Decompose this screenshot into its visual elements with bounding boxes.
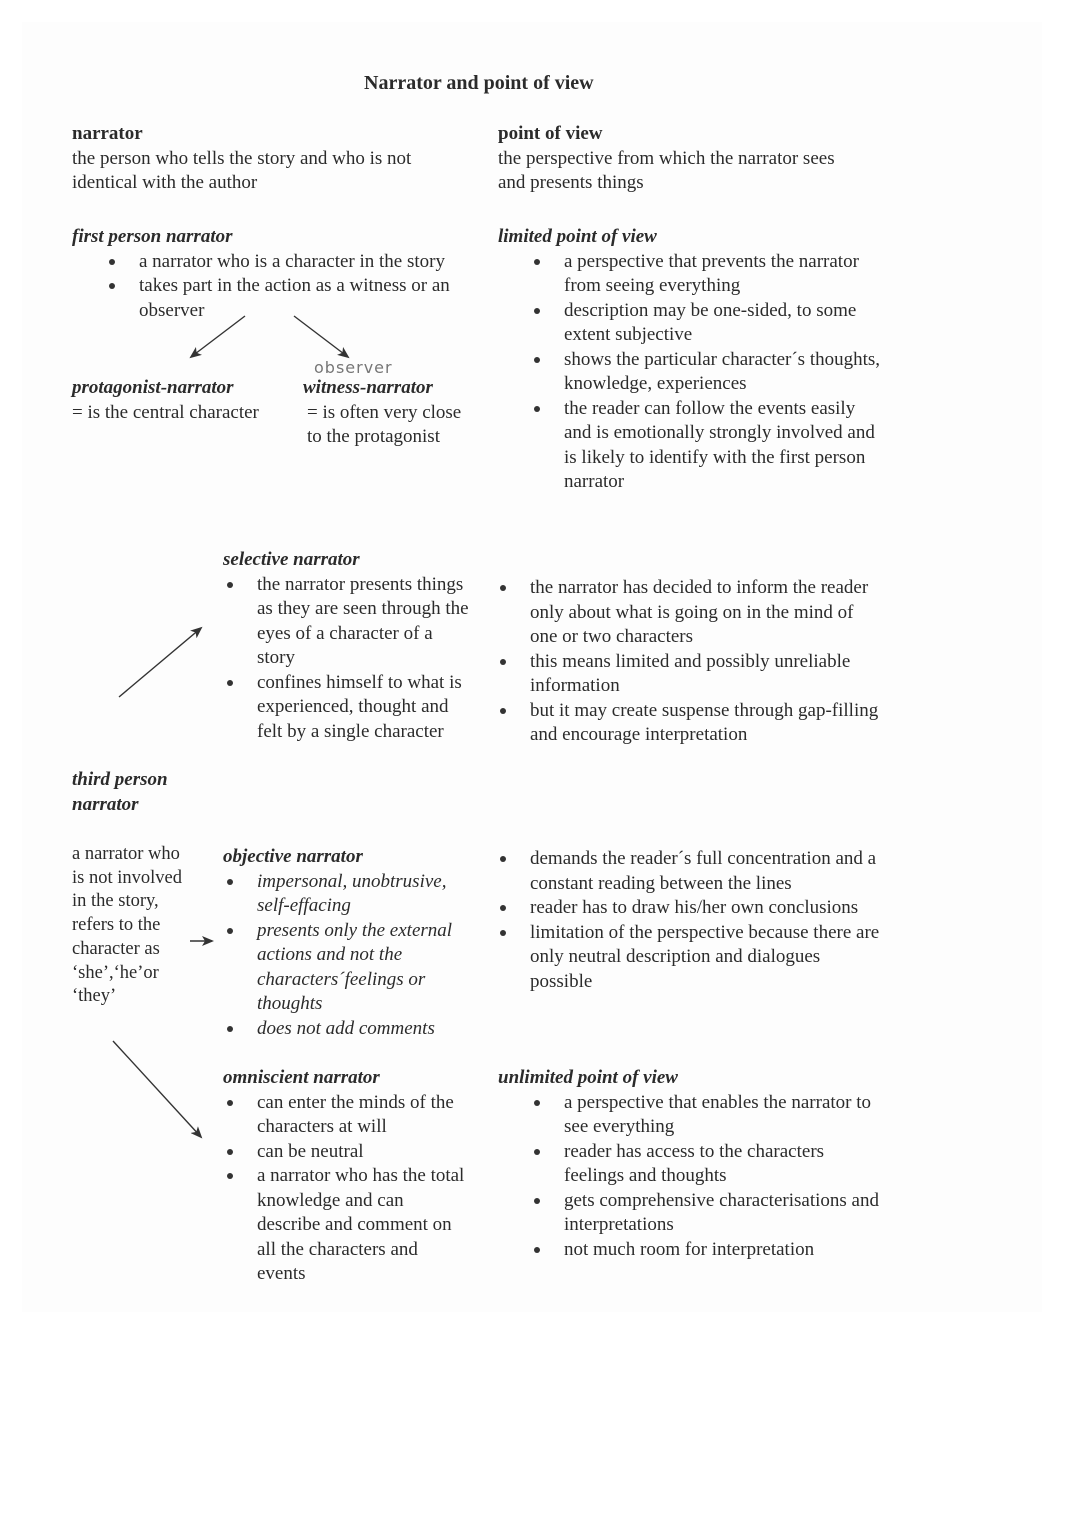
bullet-line: possible (530, 970, 593, 992)
bullet-line: and encourage interpretation (530, 724, 748, 745)
bullet-line: only about what is going on in the mind of (530, 601, 854, 623)
text-line: a narrator who (72, 844, 180, 864)
text-line: and presents things (498, 172, 644, 193)
text-line: third person (72, 769, 168, 790)
bullet-line: thoughts (257, 993, 323, 1014)
bullet-line: all the characters and (257, 1238, 418, 1260)
bullet-line: only neutral description and dialogues (530, 946, 821, 967)
bullet-line: events (257, 1263, 306, 1284)
text-line: in the story, (72, 891, 159, 912)
limited-pov-heading: limited point of view (498, 226, 657, 247)
text-line: narrator (72, 793, 139, 815)
objective-heading: objective narrator (223, 846, 363, 867)
bullet-line: experienced, thought and (257, 696, 449, 717)
bullet-line: knowledge and can (257, 1189, 404, 1211)
bullet-line: narrator (564, 471, 625, 492)
bullet-line: extent subjective (564, 324, 693, 345)
unlimited-pov-heading: unlimited point of view (498, 1067, 678, 1088)
bullet-line: observer (139, 299, 205, 321)
arrow-to-omniscient (113, 1041, 201, 1137)
arrow-to-witness (294, 316, 348, 357)
text-line: identical with the author (72, 172, 258, 193)
first-person-heading: first person narrator (72, 226, 233, 247)
pov-heading: point of view (498, 123, 603, 144)
bullet-line: the narrator presents things (257, 573, 464, 595)
bullet-line: see everything (564, 1116, 675, 1137)
bullet-line: information (530, 675, 620, 696)
bullet-line: knowledge, experiences (564, 373, 747, 394)
bullet-line: one or two characters (530, 626, 694, 647)
text-line: the person who tells the story and who is not (72, 147, 412, 169)
text-line: = is the central character (72, 401, 259, 423)
bullet-line: reader has to draw his/her own conclusions (530, 897, 859, 918)
bullet-line: actions and not the (257, 944, 403, 965)
omniscient-heading: omniscient narrator (223, 1067, 380, 1088)
bullet-line: presents only the external (257, 919, 453, 941)
text-line: = is often very close (307, 401, 462, 423)
text-line: is not involved (72, 867, 182, 888)
bullet-line: a narrator who is a character in the story (139, 250, 445, 272)
bullet-line: characters at will (257, 1116, 387, 1137)
arrow-to-protagonist (191, 316, 245, 357)
text-line: ‘she’,‘he’or (72, 962, 159, 983)
text-line: character as (72, 938, 160, 959)
text-line: to the protagonist (307, 426, 440, 447)
arrow-to-selective (119, 628, 201, 697)
handwritten-observer-note: observer (314, 358, 393, 377)
bullet-line: and is emotionally strongly involved and (564, 422, 875, 443)
bullet-line: the narrator has decided to inform the reader (530, 577, 869, 598)
bullet-line: gets comprehensive characterisations and (564, 1189, 879, 1211)
text-line: ‘they’ (72, 986, 117, 1007)
bullet-line: does not add comments (257, 1017, 435, 1039)
protagonist-heading: protagonist-narrator (72, 377, 234, 398)
text-line: the perspective from which the narrator sees (498, 147, 835, 169)
bullet-line: a narrator who has the total (257, 1165, 465, 1186)
selective-heading: selective narrator (223, 549, 360, 570)
narrator-heading: narrator (72, 123, 143, 144)
bullet-line: interpretations (564, 1214, 674, 1235)
bullet-line: a perspective that prevents the narrator (564, 250, 859, 272)
bullet-line: this means limited and possibly unreliable (530, 650, 851, 672)
bullet-line: the reader can follow the events easily (564, 397, 856, 419)
bullet-line: not much room for interpretation (564, 1238, 815, 1260)
bullet-line: eyes of a character of a (257, 622, 433, 644)
bullet-line: self-effacing (257, 895, 351, 916)
bullet-line: constant reading between the lines (530, 872, 792, 894)
bullet-line: story (257, 647, 295, 668)
bullet-line: but it may create suspense through gap-filling (530, 699, 879, 721)
bullet-line: description may be one-sided, to some (564, 299, 857, 321)
text-line: refers to the (72, 915, 161, 936)
page-title: Narrator and point of view (364, 72, 594, 94)
bullet-line: can enter the minds of the (257, 1091, 454, 1113)
bullet-line: can be neutral (257, 1140, 364, 1162)
bullet-line: describe and comment on (257, 1214, 452, 1235)
bullet-line: characters´feelings or (257, 968, 426, 990)
bullet-line: from seeing everything (564, 275, 741, 296)
bullet-line: as they are seen through the (257, 598, 469, 619)
bullet-line: demands the reader´s full concentration and a (530, 848, 877, 869)
bullet-line: limitation of the perspective because there are (530, 921, 880, 943)
bullet-line: reader has access to the characters (564, 1140, 825, 1162)
bullet-line: feelings and thoughts (564, 1165, 727, 1186)
bullet-line: is likely to identify with the first person (564, 446, 866, 468)
bullet-line: confines himself to what is (257, 671, 462, 693)
bullet-line: impersonal, unobtrusive, (257, 870, 447, 892)
bullet-line: felt by a single character (257, 720, 444, 742)
bullet-line: shows the particular character´s thoughts, (564, 348, 881, 370)
bullet-line: takes part in the action as a witness or an (139, 275, 450, 296)
witness-heading: witness-narrator (303, 377, 433, 398)
bullet-line: a perspective that enables the narrator to (564, 1091, 872, 1113)
